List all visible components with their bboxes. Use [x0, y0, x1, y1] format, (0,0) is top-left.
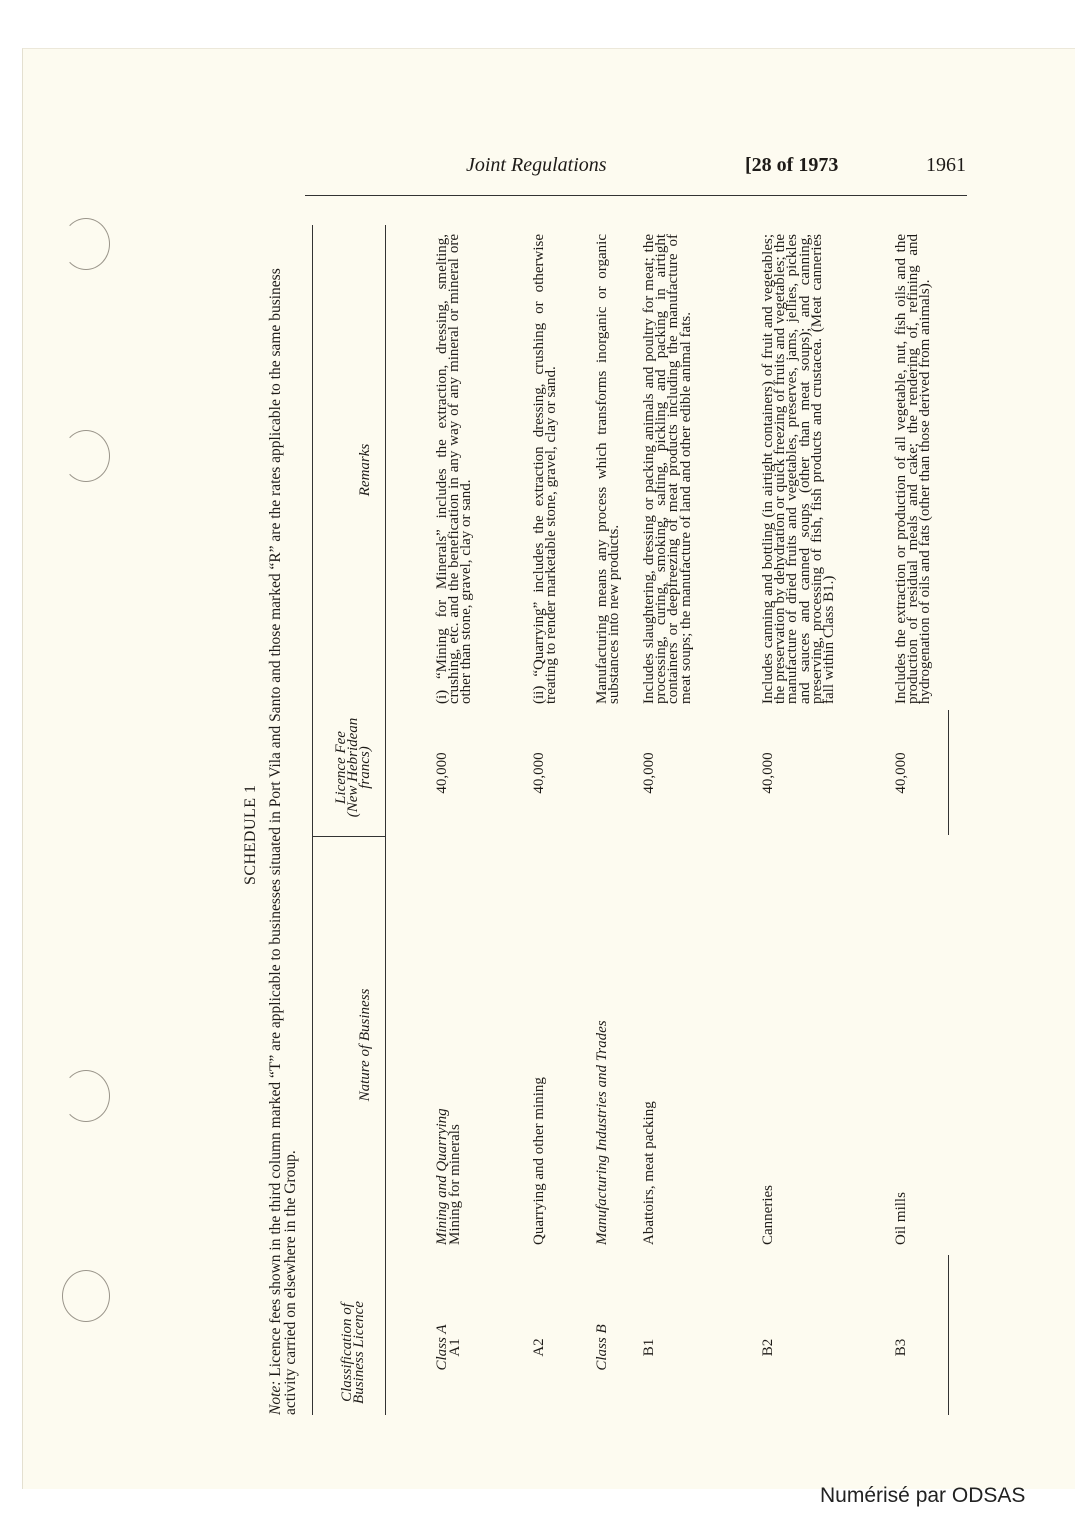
remarks-b2: Includes canning and bottling (in airtight containers) of fruit and vegetables; the preservation by dehydration or quick freezing of fruits and vegetables; the manufacture of dried fruits and vegetables, preserves, jams, jellies, pickles and sauces and canned soups (other than meat soups); and canning, preserving, processing of fish, fish products and crustacea. (Meat canneries fall within Class B1.): [760, 234, 838, 704]
punch-hole-4: [62, 1270, 110, 1322]
class-b-heading: Class B: [594, 1324, 610, 1371]
punch-hole-3: [62, 1070, 110, 1122]
code-a1: A1: [447, 1338, 463, 1357]
remarks-manufacturing: Manufacturing means any process which transforms inorganic or organic substances into new products.: [594, 234, 623, 704]
punch-hole-2: [62, 430, 110, 482]
header-rule: [305, 195, 967, 196]
column-divider-fee: [312, 836, 386, 837]
nature-b2: Canneries: [760, 1185, 776, 1245]
running-header-act: [28 of 1973: [745, 154, 839, 176]
nature-a1: Mining for minerals: [447, 1124, 463, 1245]
nature-b3: Oil mills: [893, 1192, 909, 1245]
table-header-rule: [385, 225, 386, 1415]
table-bottom-rule-mid: [948, 710, 949, 835]
column-header-classification: Classification of Business Licence: [339, 1301, 367, 1404]
code-a2: A2: [531, 1338, 547, 1357]
table-top-rule: [312, 225, 313, 1415]
column-header-fee: Licence Fee (New Hebridean francs): [333, 717, 373, 818]
running-header-title: Joint Regulations: [466, 154, 607, 176]
fee-a2: 40,000: [531, 752, 547, 794]
note-text: Licence fees shown in the third column marked “T” are applicable to businesses situated in Port Vila and Santo and those marked “R” are the rates applicable to the same business activity carried on elsewhere in the Group.: [267, 268, 299, 1415]
class-a-heading: Class A: [434, 1324, 450, 1371]
fee-a1: 40,000: [434, 752, 450, 794]
column-header-nature: Nature of Business: [357, 988, 373, 1102]
section-mining-and-quarrying: Mining and Quarrying: [434, 1108, 450, 1245]
punch-hole-1: [62, 218, 110, 270]
fee-b2: 40,000: [760, 752, 776, 794]
nature-a2: Quarrying and other mining: [531, 1077, 547, 1245]
nature-b1: Abattoirs, meat packing: [641, 1101, 657, 1245]
code-b2: B2: [760, 1338, 776, 1357]
remarks-b1: Includes slaughtering, dressing or packing animals and poultry for meat; the processing, curing, smoking, salting, pickling and packing in airtight containers or deepfreezing of meat products including the manufacture of meat soups; the manufacture of land and other edible animal fats.: [641, 234, 694, 704]
rotated-schedule-block: [242, 215, 968, 1415]
schedule-title: SCHEDULE 1: [242, 784, 259, 885]
section-manufacturing: Manufacturing Industries and Trades: [594, 1020, 610, 1245]
remarks-a2: (ii) “Quarrying” includes the extraction dressing, crushing or otherwise treating to render marketable stone, gravel, clay or sand.: [531, 234, 560, 704]
table-bottom-rule-left: [948, 1255, 949, 1415]
page-number: 1961: [926, 154, 966, 176]
schedule-note: [268, 225, 298, 1415]
remarks-b3: Includes the extraction or production of all vegetable, nut, fish oils and the production of residual meals and cake; the rendering of, refining and hydrogenation of oils and fats (other than those derived from animals).: [893, 234, 934, 704]
remarks-a1: (i) “Mining for Minerals” includes the extraction, dressing, smelting, crushing, etc. and the benefication in any way of any mineral or mineral ore other than stone, gravel, clay or sand.: [434, 234, 475, 704]
fee-b1: 40,000: [641, 752, 657, 794]
note-label: Note:: [267, 1380, 284, 1415]
fee-b3: 40,000: [893, 752, 909, 794]
digitization-stamp: Numérisé par ODSAS: [820, 1484, 1026, 1507]
column-header-remarks: Remarks: [357, 443, 373, 497]
code-b1: B1: [641, 1338, 657, 1357]
code-b3: B3: [893, 1338, 909, 1357]
